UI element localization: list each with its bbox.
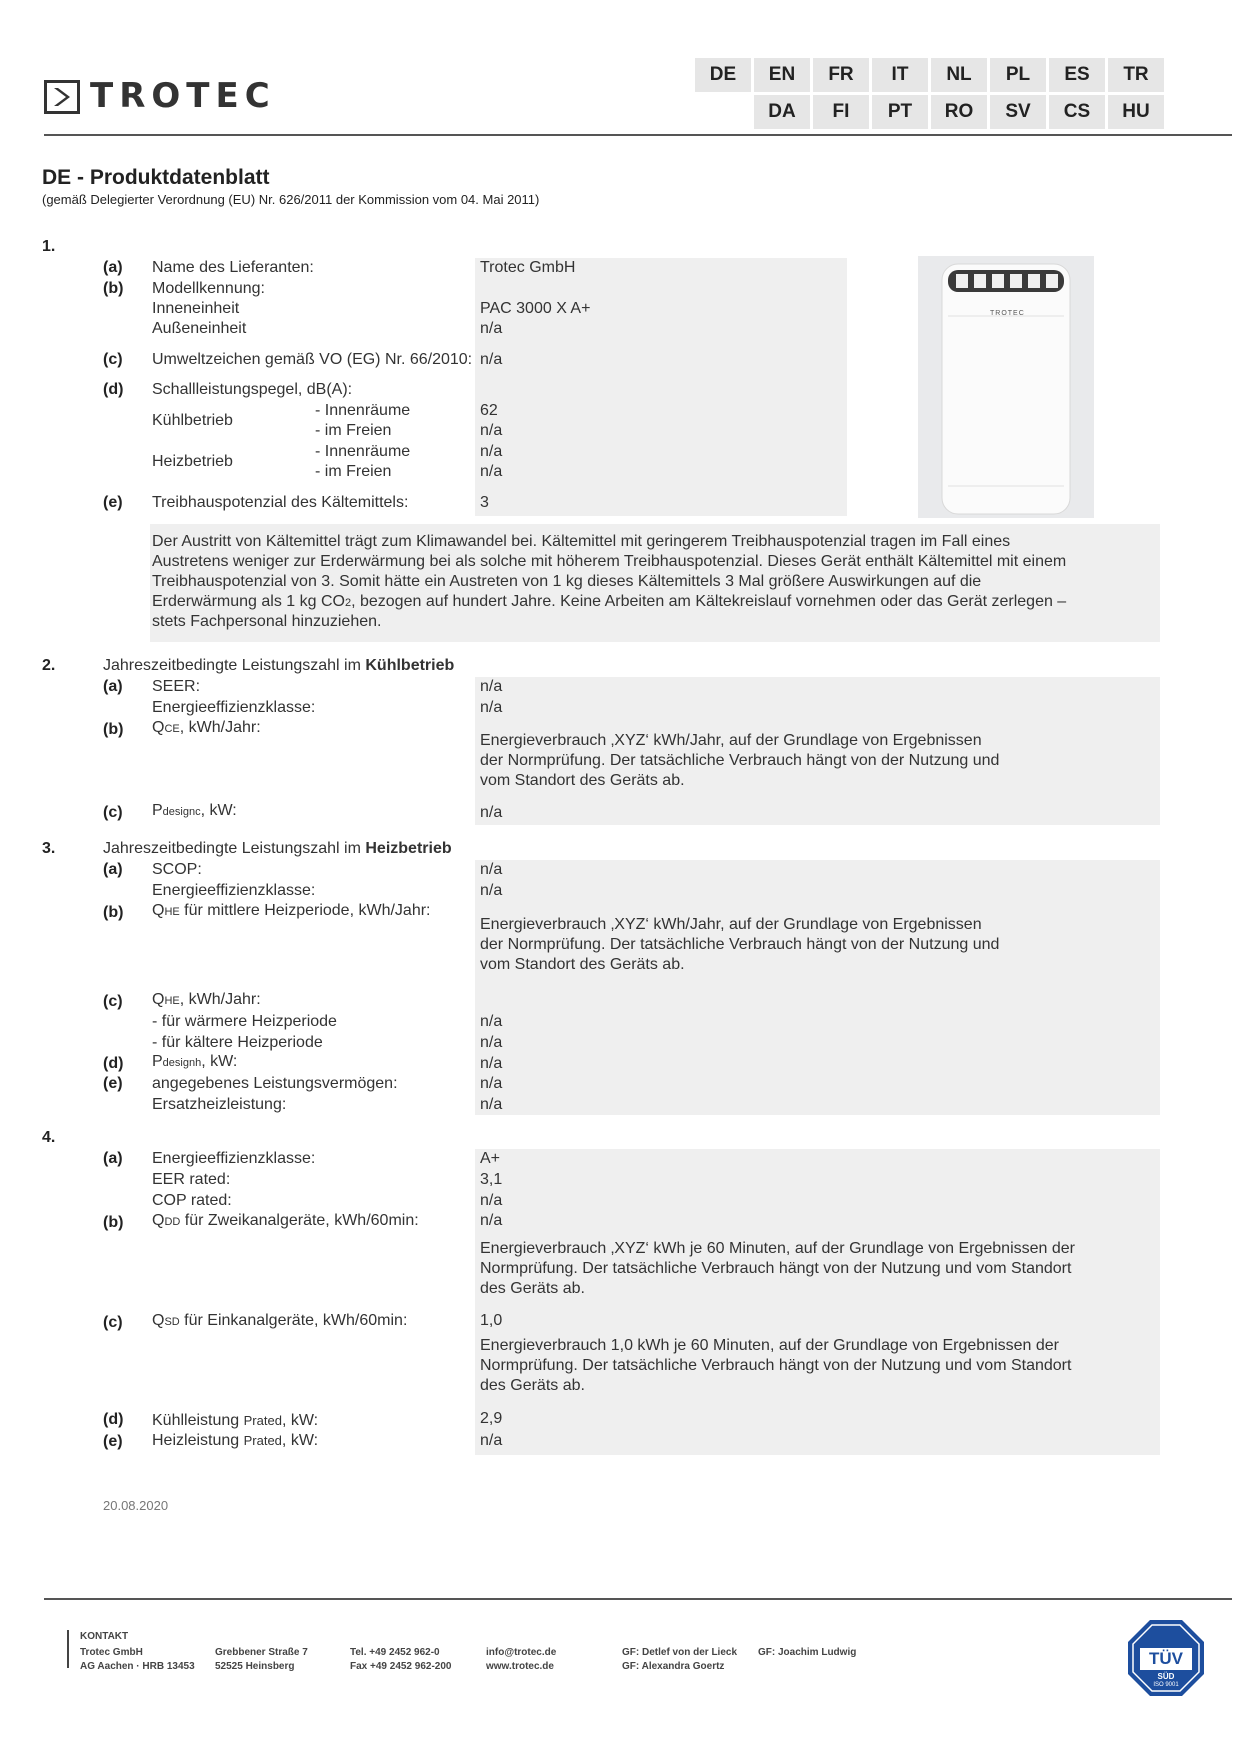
s2-a2-value: n/a [480,699,503,716]
s2-number: 2. [42,657,56,674]
s4-d-main: Kühlleistung [152,1412,244,1429]
s4-d-text [152,1411,318,1431]
s3-d-label: (d) [103,1055,124,1072]
s1-d-cool-out: - im Freien [315,422,392,439]
s3-e-value: n/a [480,1075,503,1092]
s3-a-text: SCOP: [152,861,202,878]
s3-c-cold: - für kältere Heizperiode [152,1034,323,1051]
s4-c-rest: für Einkanalgeräte, kWh/60min: [179,1312,408,1329]
s4-d-value: 2,9 [480,1410,503,1427]
s3-c-cold-value: n/a [480,1034,503,1051]
s1-b-inner-value: PAC 3000 X A+ [480,300,591,317]
s4-d-rest: , kW: [281,1412,319,1429]
footer-col3-line1: Tel. +49 2452 962-0 [350,1647,440,1658]
s2-b-q: Q [152,719,165,736]
s2-b-sub: CE [164,723,180,735]
footer-col3-line2: Fax +49 2452 962-200 [350,1661,452,1672]
s3-d-p: P [152,1053,163,1070]
s4-c-desc: Energieverbrauch 1,0 kWh je 60 Minuten, auf der Grundlage von Ergebnissen der Normprüfung. Der tatsächliche Verbrauch hängt von der Nutzung und vom Standort des Geräts ab. [480,1337,1072,1394]
s4-c-text [152,1311,407,1332]
s4-b-sub: DD [164,1216,181,1228]
document-date: 20.08.2020 [103,1498,169,1513]
s1-note-line4a: Erderwärmung als 1 kg CO [152,593,345,610]
s1-note-line5: stets Fachpersonal hinzuziehen. [152,613,382,630]
lang-it[interactable]: IT [872,58,928,92]
s4-e-sub: Prated [243,1433,282,1448]
s3-c-rest: , kWh/Jahr: [179,991,261,1008]
s2-heading-bold: Kühlbetrieb [365,657,455,674]
s4-c-q: Q [152,1312,165,1329]
s3-heading-bold: Heizbetrieb [365,840,452,857]
s2-b-label: (b) [103,721,124,738]
s3-value-bg [475,860,1160,1115]
s1-d-cool-in-value: 62 [480,402,498,419]
s3-e2-value: n/a [480,1096,503,1113]
s1-d-heat: Heizbetrieb [152,453,233,470]
lang-pl[interactable]: PL [990,58,1046,92]
s4-b-rest: für Zweikanalgeräte, kWh/60min: [180,1212,419,1229]
lang-tr[interactable]: TR [1108,58,1164,92]
s4-a-label: (a) [103,1150,123,1167]
tuv-iso: ISO 9001 [1153,1682,1179,1688]
product-brand: TROTEC [990,310,1025,317]
s3-d-rest: , kW: [201,1053,238,1070]
s1-d-label: (d) [103,381,124,398]
s1-a-value: Trotec GmbH [480,259,576,276]
s2-a2-text: Energieeffizienzklasse: [152,699,316,716]
s1-a-label: (a) [103,259,123,276]
footer-col2-line2: 52525 Heinsberg [215,1661,295,1672]
footer-col1-line1: Trotec GmbH [80,1647,143,1658]
s2-c-sub: designc [162,806,201,818]
s4-c-value: 1,0 [480,1312,503,1329]
s4-value-bg [475,1149,1160,1455]
s1-e-text: Treibhauspotenzial des Kältemittels: [152,494,409,511]
s2-a-value: n/a [480,678,503,695]
footer-col6-line1: GF: Joachim Ludwig [758,1647,857,1658]
logo-mark-icon [44,80,84,114]
s4-d-sub: Prated [243,1413,282,1428]
s4-a-text: Energieeffizienzklasse: [152,1150,316,1167]
s1-b-text: Modellkennung: [152,280,265,297]
lang-cs[interactable]: CS [1049,95,1105,129]
s1-e-value: 3 [480,494,489,511]
s4-b-text [152,1211,419,1232]
lang-es[interactable]: ES [1049,58,1105,92]
s1-d-heat-out: - im Freien [315,463,392,480]
s3-b-label: (b) [103,904,124,921]
s3-b-q: Q [152,902,165,919]
s3-b-desc: Energieverbrauch ‚XYZ‘ kWh/Jahr, auf der Grundlage von Ergebnissen der Normprüfung. Der tatsächliche Verbrauch hängt von der Nutzung und vom Standort des Geräts ab. [480,916,1000,973]
lang-nl[interactable]: NL [931,58,987,92]
logo-text: TROTEC [90,76,276,116]
lang-ro[interactable]: RO [931,95,987,129]
s1-a-text: Name des Lieferanten: [152,259,314,276]
s4-e-value: n/a [480,1432,503,1449]
product-image [918,256,1094,518]
s3-a2-text: Energieeffizienzklasse: [152,882,316,899]
s1-b-inner: Inneneinheit [152,300,240,317]
s4-cop-value: n/a [480,1192,503,1209]
footer-email[interactable]: info@trotec.de [486,1647,557,1658]
s2-c-p: P [152,802,163,819]
s1-e-label: (e) [103,494,123,511]
s1-d-text: Schallleistungspegel, dB(A): [152,381,353,398]
tuv-sub: SÜD [1157,1672,1175,1681]
header-divider [44,134,1232,136]
footer-vertical-bar [67,1630,69,1668]
s1-b-outer: Außeneinheit [152,320,247,337]
s2-c-label: (c) [103,804,123,821]
s4-e-rest: , kW: [281,1432,319,1449]
s1-c-value: n/a [480,351,503,368]
s1-value-bg [475,258,847,516]
s1-b-outer-value: n/a [480,320,503,337]
tuv-badge [1126,1618,1206,1698]
footer-col2-line1: Grebbener Straße 7 [215,1647,308,1658]
s4-b-desc: Energieverbrauch ‚XYZ‘ kWh je 60 Minuten, auf der Grundlage von Ergebnissen der Normprüfung. Der tatsächliche Verbrauch hängt von der Nutzung und vom Standort des Geräts ab. [480,1240,1075,1297]
s1-d-heat-in: - Innenräume [315,443,411,460]
s4-d-label: (d) [103,1411,124,1428]
footer-col5-line2: GF: Alexandra Goertz [622,1661,725,1672]
s4-c-sub: SD [164,1316,180,1328]
lang-fr[interactable]: FR [813,58,869,92]
s3-b-sub: HE [164,906,180,918]
trotec-logo [44,76,324,116]
s1-note-line4 [152,592,1066,613]
footer-col1-line2: AG Aachen · HRB 13453 [80,1661,195,1672]
s3-c-q: Q [152,991,165,1008]
s3-c-warm: - für wärmere Heizperiode [152,1013,337,1030]
s4-b-q: Q [152,1212,165,1229]
page-subtitle: (gemäß Delegierter Verordnung (EU) Nr. 626/2011 der Kommission vom 04. Mai 2011) [42,192,540,207]
s3-number: 3. [42,840,56,857]
s3-e2-text: Ersatzheizleistung: [152,1096,287,1113]
s4-e-label: (e) [103,1433,123,1450]
s2-c-rest: , kW: [200,802,237,819]
footer-website[interactable]: www.trotec.de [486,1661,554,1672]
s3-a-value: n/a [480,861,503,878]
s1-b-label: (b) [103,280,124,297]
s3-b-text [152,901,430,922]
footer-contact-title: KONTAKT [80,1631,129,1642]
s1-d-cool: Kühlbetrieb [152,412,233,429]
footer-divider [44,1598,1232,1600]
s4-number: 4. [42,1129,56,1146]
s3-d-text [152,1052,237,1073]
s3-c-warm-value: n/a [480,1013,503,1030]
footer-col5-line1: GF: Detlef von der Lieck [622,1647,738,1658]
s4-e-main: Heizleistung [152,1432,244,1449]
lang-pt[interactable]: PT [872,95,928,129]
s1-note: Der Austritt von Kältemittel trägt zum Klimawandel bei. Kältemittel mit geringerem Treibhauspotenzial tragen im Fall eines Austretens weniger zur Erderwärmung bei als solche mit höherem Treibhauspotenzial. Dieses Gerät enthält Kältemittel mit einem Treibhauspotenzial von 3. Somit hätte ein Austreten von 1 kg dieses Kältemittels 3 Mal größere Auswirkungen auf die [152,533,1067,590]
s3-c-text [152,990,261,1011]
s4-cop-text: COP rated: [152,1192,232,1209]
s4-a-value: A+ [480,1150,501,1167]
s3-a-label: (a) [103,861,123,878]
s4-e-text [152,1431,318,1451]
lang-sv[interactable]: SV [990,95,1046,129]
s4-eer-value: 3,1 [480,1171,503,1188]
s2-heading [103,656,454,676]
s1-c-label: (c) [103,351,123,368]
s3-b-rest: für mittlere Heizperiode, kWh/Jahr: [179,902,431,919]
s3-heading [103,839,452,859]
s3-c-label: (c) [103,993,123,1010]
tuv-text: TÜV [1149,1649,1183,1668]
s3-heading-text: Jahreszeitbedingte Leistungszahl im [103,840,366,857]
s2-a-text: SEER: [152,678,201,695]
s3-c-sub: HE [164,995,180,1007]
lang-en[interactable]: EN [754,58,810,92]
lang-hu[interactable]: HU [1108,95,1164,129]
s3-d-value: n/a [480,1055,503,1072]
s1-c-text: Umweltzeichen gemäß VO (EG) Nr. 66/2010: [152,351,473,368]
s1-note-line4b: , bezogen auf hundert Jahre. Keine Arbeiten am Kältekreislauf vornehmen oder das Gerät zerlegen – [351,593,1067,610]
s2-b-desc: Energieverbrauch ‚XYZ‘ kWh/Jahr, auf der Grundlage von Ergebnissen der Normprüfung. Der tatsächliche Verbrauch hängt von der Nutzung und vom Standort des Geräts ab. [480,732,1000,789]
s1-note-line4-sub: 2 [344,597,352,609]
s4-b-value: n/a [480,1212,503,1229]
s2-c-value: n/a [480,804,503,821]
lang-da[interactable]: DA [754,95,810,129]
s3-e-text: angegebenes Leistungsvermögen: [152,1075,398,1092]
s2-a-label: (a) [103,678,123,695]
s4-b-label: (b) [103,1214,124,1231]
s3-e-label: (e) [103,1075,123,1092]
lang-fi[interactable]: FI [813,95,869,129]
s1-d-cool-out-value: n/a [480,422,503,439]
s4-eer-text: EER rated: [152,1171,231,1188]
s3-a2-value: n/a [480,882,503,899]
s3-d-sub: designh [162,1057,202,1069]
s4-c-label: (c) [103,1314,123,1331]
s2-c-text [152,801,237,822]
s1-d-heat-out-value: n/a [480,463,503,480]
s2-b-text [152,718,261,739]
s1-d-cool-in: - Innenräume [315,402,411,419]
s2-heading-text: Jahreszeitbedingte Leistungszahl im [103,657,366,674]
lang-de[interactable]: DE [695,58,751,92]
s1-number: 1. [42,238,56,255]
page-title: DE - Produktdatenblatt [42,166,270,189]
s1-d-heat-in-value: n/a [480,443,503,460]
s2-b-rest: , kWh/Jahr: [179,719,261,736]
